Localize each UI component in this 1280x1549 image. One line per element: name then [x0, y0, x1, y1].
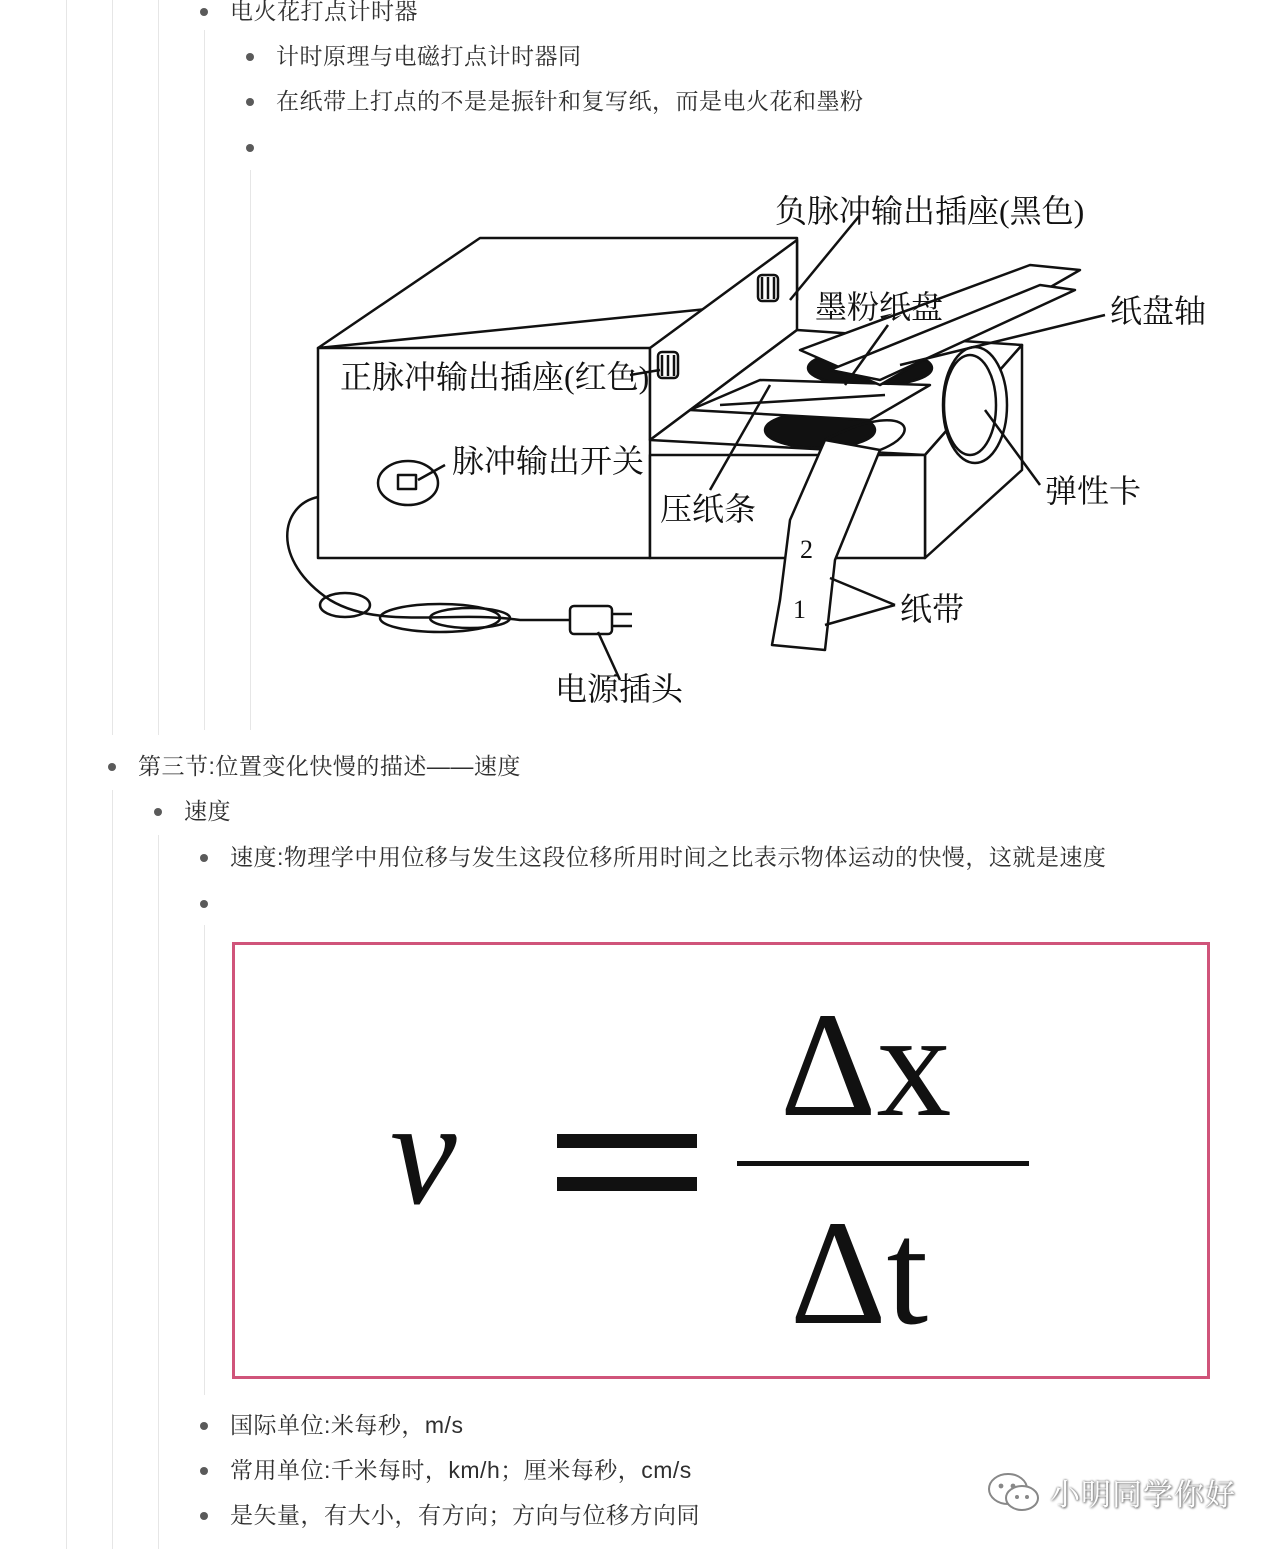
bullet: [108, 763, 116, 771]
watermark-text: 小明同学你好: [1050, 1478, 1236, 1513]
section-title: 第三节:位置变化快慢的描述——速度: [138, 753, 521, 779]
list-item: 国际单位:米每秒，m/s: [230, 1412, 464, 1438]
list-item: 是矢量，有大小，有方向；方向与位移方向同: [230, 1502, 700, 1528]
formula-denominator: Δt: [790, 1190, 929, 1356]
bullet: [246, 98, 254, 106]
bullet: [200, 1422, 208, 1430]
indent-guide: [204, 30, 205, 730]
spark-timer-diagram: [255, 180, 1255, 720]
diagram-label: 脉冲输出开关: [452, 443, 645, 479]
bullet: [154, 808, 162, 816]
formula-svg: [235, 945, 1207, 1376]
wechat-icon: [986, 1470, 1042, 1514]
formula-lhs: v: [390, 1070, 457, 1236]
equals-top-bar: [557, 1134, 697, 1148]
tape-mark: 1: [793, 595, 806, 624]
diagram-label: 压纸条: [660, 491, 757, 527]
diagram-label: 弹性卡: [1045, 473, 1142, 509]
indent-guide: [204, 925, 205, 1395]
bullet: [200, 1467, 208, 1475]
fraction-bar: [737, 1161, 1029, 1166]
bullet: [246, 144, 254, 152]
list-item: 在纸带上打点的不是是振针和复写纸，而是电火花和墨粉: [276, 88, 864, 114]
diagram-label: 负脉冲输出插座(黑色): [775, 193, 1085, 229]
definition-text: 速度:物理学中用位移与发生这段位移所用时间之比表示物体运动的快慢，这就是速度: [230, 844, 1107, 870]
indent-guide: [158, 0, 159, 735]
indent-guide: [158, 835, 159, 1549]
bullet: [200, 1512, 208, 1520]
indent-guide: [112, 790, 113, 1549]
indent-guide: [66, 0, 67, 1549]
velocity-formula: [232, 942, 1210, 1379]
diagram-label: 纸盘轴: [1110, 293, 1207, 329]
watermark: [986, 1470, 1236, 1514]
diagram-label: 纸带: [900, 591, 965, 627]
bullet: [200, 8, 208, 16]
formula-numerator: Δx: [780, 982, 952, 1148]
subsection-title: 速度: [184, 798, 231, 824]
equals-bottom-bar: [557, 1177, 697, 1191]
indent-guide: [250, 170, 251, 730]
indent-guide: [112, 0, 113, 735]
bullet: [200, 854, 208, 862]
list-item: 常用单位:千米每时，km/h；厘米每秒，cm/s: [230, 1457, 692, 1483]
list-item: 计时原理与电磁打点计时器同: [276, 43, 582, 69]
diagram-label: 墨粉纸盘: [815, 289, 944, 325]
diagram-label: 电源插头: [555, 671, 684, 707]
diagram-label: 正脉冲输出插座(红色): [340, 359, 650, 395]
bullet: [200, 900, 208, 908]
spark-timer-title: 电火花打点计时器: [230, 0, 418, 24]
tape-mark: 2: [800, 535, 813, 564]
bullet: [246, 53, 254, 61]
